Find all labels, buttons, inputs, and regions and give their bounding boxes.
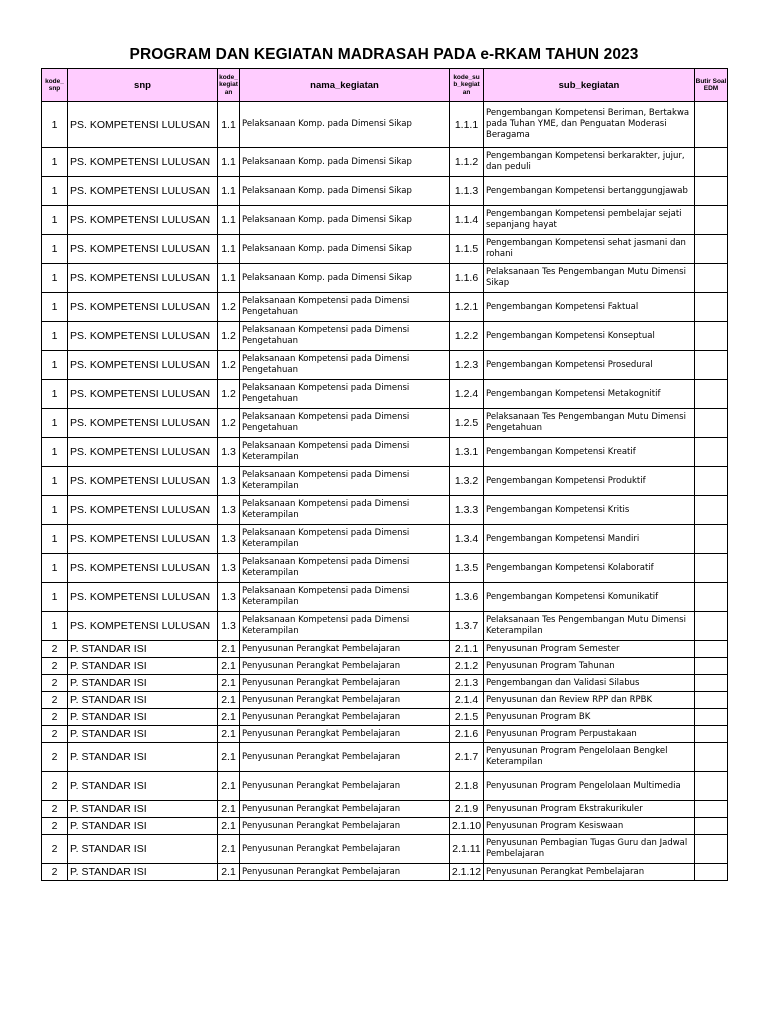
cell-snp: P. STANDAR ISI: [68, 692, 218, 709]
cell-snp: PS. KOMPETENSI LULUSAN: [68, 380, 218, 409]
cell-sub-kegiatan: Penyusunan Program BK: [484, 709, 695, 726]
cell-butir-soal-edm: [695, 351, 728, 380]
cell-kode-sub-kegiatan: 1.1.3: [450, 177, 484, 206]
cell-kode-snp: 2: [42, 801, 68, 818]
cell-butir-soal-edm: [695, 148, 728, 177]
cell-kode-snp: 1: [42, 612, 68, 641]
cell-butir-soal-edm: [695, 743, 728, 772]
cell-kode-kegiatan: 1.1: [218, 235, 240, 264]
cell-kode-snp: 2: [42, 641, 68, 658]
cell-kode-snp: 1: [42, 235, 68, 264]
cell-sub-kegiatan: Penyusunan Pembagian Tugas Guru dan Jadwal Pembelajaran: [484, 835, 695, 864]
cell-snp: P. STANDAR ISI: [68, 835, 218, 864]
cell-sub-kegiatan: Pengembangan Kompetensi Prosedural: [484, 351, 695, 380]
cell-kode-sub-kegiatan: 1.3.6: [450, 583, 484, 612]
cell-kode-sub-kegiatan: 1.3.1: [450, 438, 484, 467]
cell-kode-snp: 1: [42, 206, 68, 235]
cell-nama-kegiatan: Pelaksanaan Kompetensi pada Dimensi Keterampilan: [240, 467, 450, 496]
cell-kode-kegiatan: 1.1: [218, 177, 240, 206]
cell-nama-kegiatan: Pelaksanaan Kompetensi pada Dimensi Keterampilan: [240, 525, 450, 554]
cell-kode-snp: 1: [42, 554, 68, 583]
table-row: [42, 235, 728, 264]
header-kode-kegiatan: kode_ kegiat an: [218, 69, 240, 102]
cell-sub-kegiatan: Pengembangan Kompetensi pembelajar sejati sepanjang hayat: [484, 206, 695, 235]
cell-kode-sub-kegiatan: 1.2.3: [450, 351, 484, 380]
cell-snp: P. STANDAR ISI: [68, 709, 218, 726]
cell-kode-kegiatan: 1.2: [218, 380, 240, 409]
cell-kode-kegiatan: 1.3: [218, 467, 240, 496]
table-row: [42, 772, 728, 801]
cell-kode-kegiatan: 2.1: [218, 743, 240, 772]
cell-sub-kegiatan: Pengembangan Kompetensi Kreatif: [484, 438, 695, 467]
cell-butir-soal-edm: [695, 206, 728, 235]
cell-kode-kegiatan: 1.2: [218, 409, 240, 438]
cell-sub-kegiatan: Pengembangan Kompetensi Beriman, Bertakwa pada Tuhan YME, dan Penguatan Moderasi Beragama: [484, 102, 695, 148]
cell-kode-snp: 1: [42, 264, 68, 293]
cell-butir-soal-edm: [695, 467, 728, 496]
cell-butir-soal-edm: [695, 864, 728, 881]
cell-kode-kegiatan: 2.1: [218, 818, 240, 835]
program-table: [41, 68, 728, 881]
cell-kode-sub-kegiatan: 1.2.2: [450, 322, 484, 351]
cell-snp: P. STANDAR ISI: [68, 641, 218, 658]
cell-kode-sub-kegiatan: 1.1.6: [450, 264, 484, 293]
header-kode-sub-kegiatan: kode_su b_kegiat an: [450, 69, 484, 102]
cell-kode-sub-kegiatan: 2.1.5: [450, 709, 484, 726]
cell-butir-soal-edm: [695, 102, 728, 148]
cell-nama-kegiatan: Pelaksanaan Kompetensi pada Dimensi Pengetahuan: [240, 293, 450, 322]
cell-sub-kegiatan: Pengembangan dan Validasi Silabus: [484, 675, 695, 692]
table-row: [42, 818, 728, 835]
cell-sub-kegiatan: Penyusunan Program Pengelolaan Bengkel Keterampilan: [484, 743, 695, 772]
cell-kode-kegiatan: 2.1: [218, 801, 240, 818]
table-row: [42, 264, 728, 293]
header-sub-kegiatan: sub_kegiatan: [484, 69, 695, 102]
cell-sub-kegiatan: Pengembangan Kompetensi sehat jasmani dan rohani: [484, 235, 695, 264]
cell-kode-kegiatan: 1.3: [218, 583, 240, 612]
cell-kode-snp: 1: [42, 496, 68, 525]
cell-kode-snp: 2: [42, 818, 68, 835]
cell-sub-kegiatan: Pengembangan Kompetensi Produktif: [484, 467, 695, 496]
cell-sub-kegiatan: Pelaksanaan Tes Pengembangan Mutu Dimensi Sikap: [484, 264, 695, 293]
cell-snp: P. STANDAR ISI: [68, 818, 218, 835]
cell-kode-sub-kegiatan: 1.1.2: [450, 148, 484, 177]
cell-kode-snp: 1: [42, 351, 68, 380]
cell-kode-snp: 1: [42, 525, 68, 554]
cell-snp: P. STANDAR ISI: [68, 743, 218, 772]
cell-nama-kegiatan: Penyusunan Perangkat Pembelajaran: [240, 772, 450, 801]
cell-kode-snp: 1: [42, 177, 68, 206]
cell-kode-snp: 1: [42, 322, 68, 351]
cell-butir-soal-edm: [695, 641, 728, 658]
cell-kode-snp: 2: [42, 726, 68, 743]
cell-snp: PS. KOMPETENSI LULUSAN: [68, 148, 218, 177]
cell-snp: PS. KOMPETENSI LULUSAN: [68, 438, 218, 467]
cell-butir-soal-edm: [695, 322, 728, 351]
cell-butir-soal-edm: [695, 772, 728, 801]
cell-nama-kegiatan: Pelaksanaan Komp. pada Dimensi Sikap: [240, 177, 450, 206]
cell-kode-kegiatan: 2.1: [218, 726, 240, 743]
cell-sub-kegiatan: Pengembangan Kompetensi bertanggungjawab: [484, 177, 695, 206]
cell-kode-sub-kegiatan: 1.1.4: [450, 206, 484, 235]
table-row: [42, 612, 728, 641]
cell-kode-snp: 1: [42, 409, 68, 438]
cell-kode-sub-kegiatan: 2.1.8: [450, 772, 484, 801]
cell-nama-kegiatan: Pelaksanaan Komp. pada Dimensi Sikap: [240, 102, 450, 148]
cell-sub-kegiatan: Pengembangan Kompetensi Mandiri: [484, 525, 695, 554]
cell-kode-snp: 2: [42, 772, 68, 801]
cell-snp: PS. KOMPETENSI LULUSAN: [68, 554, 218, 583]
cell-nama-kegiatan: Pelaksanaan Kompetensi pada Dimensi Pengetahuan: [240, 351, 450, 380]
table-row: [42, 496, 728, 525]
cell-snp: PS. KOMPETENSI LULUSAN: [68, 206, 218, 235]
cell-kode-kegiatan: 1.3: [218, 525, 240, 554]
cell-kode-kegiatan: 1.1: [218, 264, 240, 293]
cell-kode-snp: 2: [42, 709, 68, 726]
cell-snp: PS. KOMPETENSI LULUSAN: [68, 583, 218, 612]
cell-butir-soal-edm: [695, 409, 728, 438]
cell-sub-kegiatan: Pengembangan Kompetensi Kolaboratif: [484, 554, 695, 583]
cell-butir-soal-edm: [695, 675, 728, 692]
cell-snp: PS. KOMPETENSI LULUSAN: [68, 496, 218, 525]
cell-butir-soal-edm: [695, 496, 728, 525]
cell-kode-sub-kegiatan: 1.3.3: [450, 496, 484, 525]
cell-kode-sub-kegiatan: 2.1.7: [450, 743, 484, 772]
cell-nama-kegiatan: Penyusunan Perangkat Pembelajaran: [240, 864, 450, 881]
cell-snp: P. STANDAR ISI: [68, 864, 218, 881]
cell-kode-snp: 1: [42, 467, 68, 496]
cell-kode-sub-kegiatan: 2.1.9: [450, 801, 484, 818]
cell-sub-kegiatan: Pelaksanaan Tes Pengembangan Mutu Dimensi Pengetahuan: [484, 409, 695, 438]
table-row: [42, 467, 728, 496]
cell-nama-kegiatan: Penyusunan Perangkat Pembelajaran: [240, 709, 450, 726]
cell-kode-kegiatan: 2.1: [218, 864, 240, 881]
cell-kode-snp: 1: [42, 102, 68, 148]
table-row: [42, 351, 728, 380]
cell-kode-kegiatan: 1.3: [218, 554, 240, 583]
cell-butir-soal-edm: [695, 658, 728, 675]
cell-snp: P. STANDAR ISI: [68, 726, 218, 743]
cell-kode-sub-kegiatan: 2.1.2: [450, 658, 484, 675]
cell-nama-kegiatan: Penyusunan Perangkat Pembelajaran: [240, 801, 450, 818]
cell-nama-kegiatan: Penyusunan Perangkat Pembelajaran: [240, 726, 450, 743]
cell-sub-kegiatan: Pengembangan Kompetensi Metakognitif: [484, 380, 695, 409]
cell-kode-kegiatan: 1.2: [218, 322, 240, 351]
table-row: [42, 293, 728, 322]
cell-sub-kegiatan: Pengembangan Kompetensi Faktual: [484, 293, 695, 322]
cell-kode-snp: 1: [42, 380, 68, 409]
cell-snp: PS. KOMPETENSI LULUSAN: [68, 322, 218, 351]
cell-nama-kegiatan: Pelaksanaan Komp. pada Dimensi Sikap: [240, 148, 450, 177]
table-row: [42, 380, 728, 409]
cell-sub-kegiatan: Penyusunan Perangkat Pembelajaran: [484, 864, 695, 881]
cell-snp: PS. KOMPETENSI LULUSAN: [68, 409, 218, 438]
cell-snp: PS. KOMPETENSI LULUSAN: [68, 351, 218, 380]
cell-kode-sub-kegiatan: 2.1.4: [450, 692, 484, 709]
cell-kode-sub-kegiatan: 2.1.11: [450, 835, 484, 864]
cell-kode-kegiatan: 1.3: [218, 438, 240, 467]
table-row: [42, 641, 728, 658]
cell-kode-sub-kegiatan: 2.1.6: [450, 726, 484, 743]
cell-nama-kegiatan: Pelaksanaan Kompetensi pada Dimensi Keterampilan: [240, 554, 450, 583]
cell-butir-soal-edm: [695, 818, 728, 835]
cell-snp: P. STANDAR ISI: [68, 772, 218, 801]
cell-kode-snp: 2: [42, 692, 68, 709]
table-row: [42, 864, 728, 881]
header-butir-soal-edm: Butir Soal EDM: [695, 69, 728, 102]
cell-butir-soal-edm: [695, 438, 728, 467]
cell-nama-kegiatan: Penyusunan Perangkat Pembelajaran: [240, 692, 450, 709]
cell-kode-snp: 1: [42, 438, 68, 467]
cell-kode-sub-kegiatan: 1.1.5: [450, 235, 484, 264]
cell-butir-soal-edm: [695, 293, 728, 322]
cell-snp: PS. KOMPETENSI LULUSAN: [68, 525, 218, 554]
cell-butir-soal-edm: [695, 525, 728, 554]
cell-butir-soal-edm: [695, 177, 728, 206]
cell-snp: PS. KOMPETENSI LULUSAN: [68, 177, 218, 206]
table-row: [42, 709, 728, 726]
table-row: [42, 835, 728, 864]
cell-butir-soal-edm: [695, 709, 728, 726]
table-row: [42, 554, 728, 583]
cell-kode-snp: 1: [42, 293, 68, 322]
table-row: [42, 583, 728, 612]
cell-nama-kegiatan: Pelaksanaan Kompetensi pada Dimensi Pengetahuan: [240, 380, 450, 409]
cell-kode-kegiatan: 2.1: [218, 772, 240, 801]
cell-nama-kegiatan: Pelaksanaan Komp. pada Dimensi Sikap: [240, 235, 450, 264]
cell-sub-kegiatan: Penyusunan Program Semester: [484, 641, 695, 658]
cell-snp: P. STANDAR ISI: [68, 675, 218, 692]
cell-kode-kegiatan: 2.1: [218, 675, 240, 692]
header-nama-kegiatan: nama_kegiatan: [240, 69, 450, 102]
cell-butir-soal-edm: [695, 583, 728, 612]
cell-kode-sub-kegiatan: 1.2.1: [450, 293, 484, 322]
cell-nama-kegiatan: Penyusunan Perangkat Pembelajaran: [240, 641, 450, 658]
cell-kode-sub-kegiatan: 1.1.1: [450, 102, 484, 148]
table-row: [42, 658, 728, 675]
cell-nama-kegiatan: Pelaksanaan Kompetensi pada Dimensi Keterampilan: [240, 438, 450, 467]
cell-nama-kegiatan: Pelaksanaan Komp. pada Dimensi Sikap: [240, 264, 450, 293]
cell-nama-kegiatan: Penyusunan Perangkat Pembelajaran: [240, 818, 450, 835]
cell-kode-snp: 2: [42, 864, 68, 881]
table-body: [42, 102, 728, 881]
table-row: [42, 148, 728, 177]
cell-kode-snp: 2: [42, 658, 68, 675]
cell-butir-soal-edm: [695, 612, 728, 641]
cell-kode-sub-kegiatan: 2.1.10: [450, 818, 484, 835]
table-row: [42, 675, 728, 692]
table-row: [42, 726, 728, 743]
cell-nama-kegiatan: Pelaksanaan Komp. pada Dimensi Sikap: [240, 206, 450, 235]
cell-kode-kegiatan: 1.2: [218, 351, 240, 380]
cell-nama-kegiatan: Pelaksanaan Kompetensi pada Dimensi Pengetahuan: [240, 409, 450, 438]
cell-snp: PS. KOMPETENSI LULUSAN: [68, 293, 218, 322]
cell-sub-kegiatan: Penyusunan Program Tahunan: [484, 658, 695, 675]
table-row: [42, 206, 728, 235]
cell-sub-kegiatan: Penyusunan dan Review RPP dan RPBK: [484, 692, 695, 709]
table-row: [42, 322, 728, 351]
cell-snp: P. STANDAR ISI: [68, 658, 218, 675]
cell-kode-snp: 1: [42, 148, 68, 177]
cell-nama-kegiatan: Pelaksanaan Kompetensi pada Dimensi Keterampilan: [240, 583, 450, 612]
cell-sub-kegiatan: Pengembangan Kompetensi Kritis: [484, 496, 695, 525]
table-row: [42, 692, 728, 709]
cell-sub-kegiatan: Penyusunan Program Kesiswaan: [484, 818, 695, 835]
cell-kode-kegiatan: 1.2: [218, 293, 240, 322]
cell-kode-sub-kegiatan: 1.2.4: [450, 380, 484, 409]
table-row: [42, 438, 728, 467]
table-row: [42, 409, 728, 438]
cell-kode-kegiatan: 1.1: [218, 102, 240, 148]
cell-kode-snp: 2: [42, 675, 68, 692]
cell-snp: PS. KOMPETENSI LULUSAN: [68, 264, 218, 293]
header-snp: snp: [68, 69, 218, 102]
cell-kode-snp: 1: [42, 583, 68, 612]
cell-snp: PS. KOMPETENSI LULUSAN: [68, 467, 218, 496]
table-row: [42, 743, 728, 772]
cell-snp: PS. KOMPETENSI LULUSAN: [68, 102, 218, 148]
cell-nama-kegiatan: Penyusunan Perangkat Pembelajaran: [240, 835, 450, 864]
cell-butir-soal-edm: [695, 264, 728, 293]
cell-kode-kegiatan: 2.1: [218, 658, 240, 675]
cell-snp: PS. KOMPETENSI LULUSAN: [68, 612, 218, 641]
table-row: [42, 801, 728, 818]
cell-sub-kegiatan: Penyusunan Program Perpustakaan: [484, 726, 695, 743]
cell-kode-kegiatan: 2.1: [218, 692, 240, 709]
cell-butir-soal-edm: [695, 235, 728, 264]
cell-kode-sub-kegiatan: 2.1.1: [450, 641, 484, 658]
cell-sub-kegiatan: Penyusunan Program Ekstrakurikuler: [484, 801, 695, 818]
table-row: [42, 102, 728, 148]
cell-kode-kegiatan: 1.1: [218, 206, 240, 235]
cell-kode-sub-kegiatan: 1.3.5: [450, 554, 484, 583]
cell-nama-kegiatan: Penyusunan Perangkat Pembelajaran: [240, 743, 450, 772]
cell-kode-kegiatan: 2.1: [218, 641, 240, 658]
table-row: [42, 177, 728, 206]
header-kode-snp: kode_ snp: [42, 69, 68, 102]
cell-snp: PS. KOMPETENSI LULUSAN: [68, 235, 218, 264]
cell-sub-kegiatan: Penyusunan Program Pengelolaan Multimedia: [484, 772, 695, 801]
cell-kode-kegiatan: 1.3: [218, 496, 240, 525]
cell-nama-kegiatan: Penyusunan Perangkat Pembelajaran: [240, 675, 450, 692]
cell-sub-kegiatan: Pengembangan Kompetensi Konseptual: [484, 322, 695, 351]
cell-kode-kegiatan: 2.1: [218, 835, 240, 864]
cell-kode-kegiatan: 2.1: [218, 709, 240, 726]
cell-kode-sub-kegiatan: 1.3.4: [450, 525, 484, 554]
cell-nama-kegiatan: Pelaksanaan Kompetensi pada Dimensi Keterampilan: [240, 612, 450, 641]
cell-butir-soal-edm: [695, 726, 728, 743]
cell-kode-sub-kegiatan: 2.1.12: [450, 864, 484, 881]
cell-kode-snp: 2: [42, 835, 68, 864]
cell-butir-soal-edm: [695, 801, 728, 818]
cell-sub-kegiatan: Pelaksanaan Tes Pengembangan Mutu Dimensi Keterampilan: [484, 612, 695, 641]
table-row: [42, 525, 728, 554]
document-title: PROGRAM DAN KEGIATAN MADRASAH PADA e-RKAM TAHUN 2023: [129, 46, 639, 63]
cell-butir-soal-edm: [695, 380, 728, 409]
cell-nama-kegiatan: Pelaksanaan Kompetensi pada Dimensi Pengetahuan: [240, 322, 450, 351]
header-row: [42, 69, 728, 102]
cell-kode-sub-kegiatan: 1.2.5: [450, 409, 484, 438]
cell-nama-kegiatan: Pelaksanaan Kompetensi pada Dimensi Keterampilan: [240, 496, 450, 525]
cell-butir-soal-edm: [695, 835, 728, 864]
cell-nama-kegiatan: Penyusunan Perangkat Pembelajaran: [240, 658, 450, 675]
cell-kode-sub-kegiatan: 2.1.3: [450, 675, 484, 692]
cell-kode-snp: 2: [42, 743, 68, 772]
cell-snp: P. STANDAR ISI: [68, 801, 218, 818]
cell-kode-sub-kegiatan: 1.3.2: [450, 467, 484, 496]
cell-sub-kegiatan: Pengembangan Kompetensi Komunikatif: [484, 583, 695, 612]
cell-kode-kegiatan: 1.3: [218, 612, 240, 641]
cell-kode-sub-kegiatan: 1.3.7: [450, 612, 484, 641]
cell-butir-soal-edm: [695, 554, 728, 583]
cell-sub-kegiatan: Pengembangan Kompetensi berkarakter, jujur, dan peduli: [484, 148, 695, 177]
cell-butir-soal-edm: [695, 692, 728, 709]
cell-kode-kegiatan: 1.1: [218, 148, 240, 177]
